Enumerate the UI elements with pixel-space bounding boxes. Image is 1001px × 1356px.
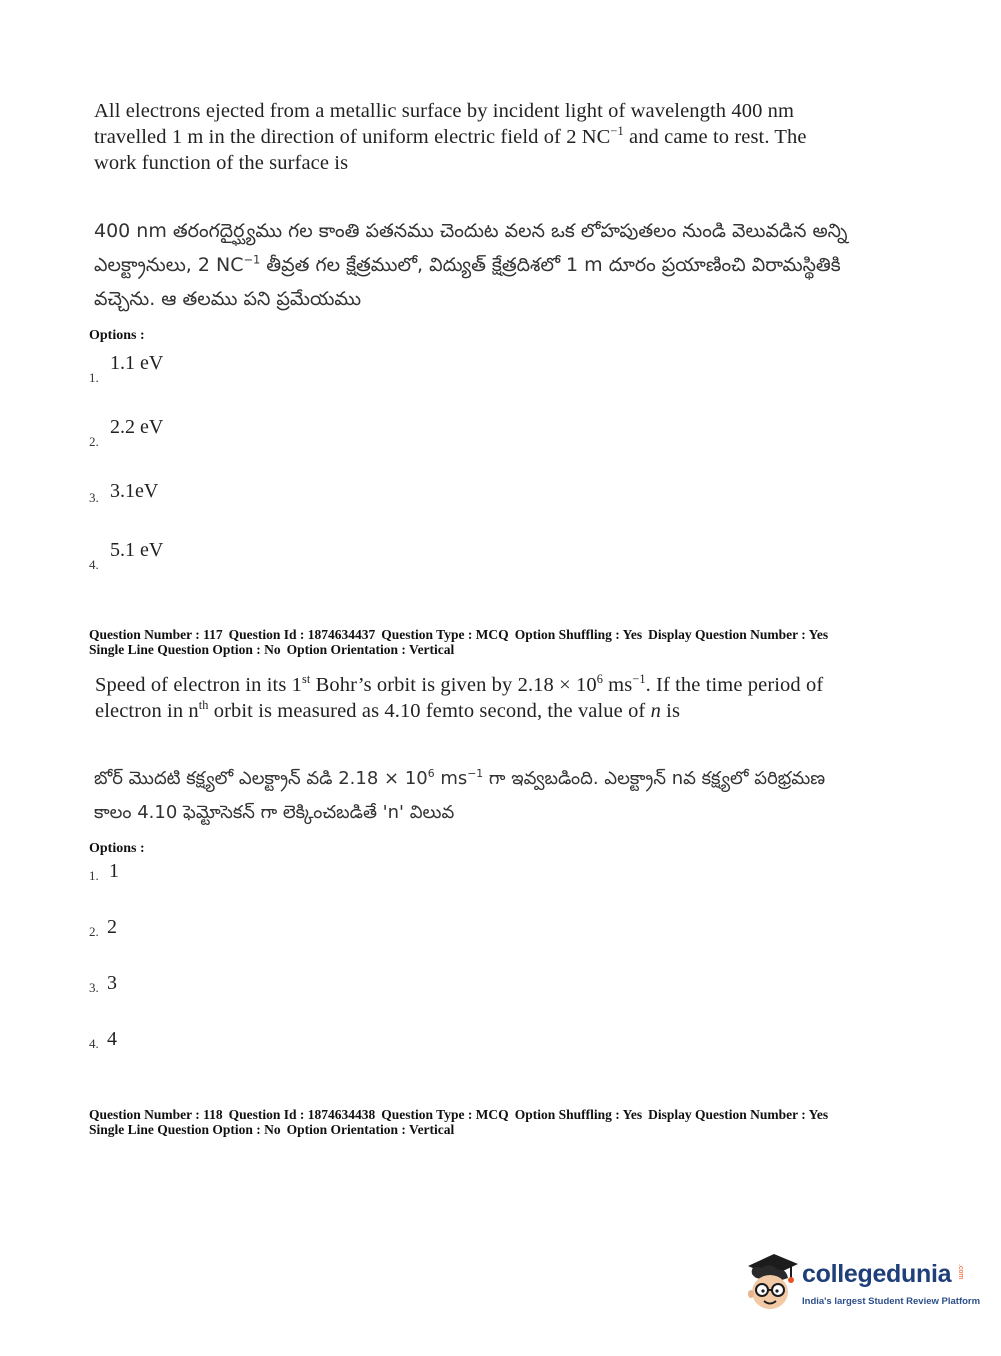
q116-te-line2: ఎలక్ట్రానులు, 2 $NC^{-1}$ తీవ్రత గల క్షేత్రములో, విద్యుత్ క్షేత్రదిశలో 1 m దూరం ప్రయాణించి విరామస్థితికి (94, 252, 841, 276)
option-value: 2 (107, 916, 117, 938)
option-number: 4. (89, 557, 99, 572)
option-number: 3. (89, 490, 99, 505)
q117-en-line1: Speed of electron in its 1st Bohr’s orbit is given by $2.18 \times 10^6$ $ms^{-1}$. If the time period of (95, 672, 824, 696)
q117-telugu-text (94, 762, 894, 830)
collegedunia-logo[interactable] (742, 1250, 981, 1320)
q116-options-label: Options : (89, 328, 145, 343)
option-number: 2. (89, 434, 99, 449)
q116-telugu-text (94, 214, 894, 316)
logo-domain-suffix: .com (957, 1264, 964, 1280)
q117-meta (89, 627, 834, 657)
q117-english-text (95, 672, 885, 724)
q118-meta (89, 1107, 834, 1137)
option-value: 2.2 eV (110, 416, 164, 438)
q117-meta-line2: Single Line Question Option : No Option Orientation : Vertical (89, 642, 455, 657)
option-value: 3.1eV (110, 480, 159, 502)
q116-te-line3: వచ్చెను. ఆ తలము పని ప్రమేయము (94, 288, 362, 310)
option-value: 5.1 eV (110, 539, 164, 561)
option-value: 1.1 eV (110, 352, 164, 374)
option-number: 4. (89, 1036, 99, 1051)
mascot-icon (742, 1250, 800, 1316)
logo-tagline: India's largest Student Review Platform (802, 1296, 981, 1307)
option-number: 1. (89, 370, 99, 385)
q117-en-line2: electron in $n^{th}$ orbit is measured as 4.10 femto second, the value of n is (95, 698, 681, 722)
q118-meta-line2: Single Line Question Option : No Option Orientation : Vertical (89, 1122, 455, 1137)
q116-en-line3: work function of the surface is (94, 152, 349, 174)
q116-en-line2: travelled 1 m in the direction of uniform electric field of 2 $NC^{-1}$ and came to rest. The (94, 124, 807, 148)
q118-meta-line1: Question Number : 118 Question Id : 1874634438 Question Type : MCQ Option Shuffling : Yes Display Question Number : Yes (89, 1107, 829, 1122)
option-number: 3. (89, 980, 99, 995)
q117-options-label: Options : (89, 841, 145, 856)
option-value: 3 (107, 972, 117, 994)
q117-te-line2: కాలం 4.10 ఫెమ్టోసెకన్ గా లెక్కించబడితే 'n' విలువ (94, 802, 455, 823)
option-number: 1. (89, 868, 99, 883)
q117-te-line1: బోర్ మొదటి కక్ష్యలో ఎలక్ట్రాన్ వడి $2.18 \times 10^6$ $ms^{-1}$ గా ఇవ్వబడింది. ఎలక్ట్రాన్ nవ కక్ష్యలో పరిభ్రమణ (94, 767, 826, 789)
option-value: 1 (109, 860, 119, 882)
q117-meta-line1: Question Number : 117 Question Id : 1874634437 Question Type : MCQ Option Shuffling : Yes Display Question Number : Yes (89, 627, 829, 642)
q116-te-line1: 400 nm తరంగదైర్ఘ్యము గల కాంతి పతనము చెందుట వలన ఒక లోహపుతలం నుండి వెలువడిన అన్ని (94, 220, 848, 242)
logo-wordmark: collegedunia (802, 1260, 952, 1288)
option-value: 4 (107, 1028, 117, 1050)
q116-en-line1: All electrons ejected from a metallic surface by incident light of wavelength 400 nm (94, 100, 795, 122)
q116-english-text (94, 98, 884, 176)
option-number: 2. (89, 924, 99, 939)
